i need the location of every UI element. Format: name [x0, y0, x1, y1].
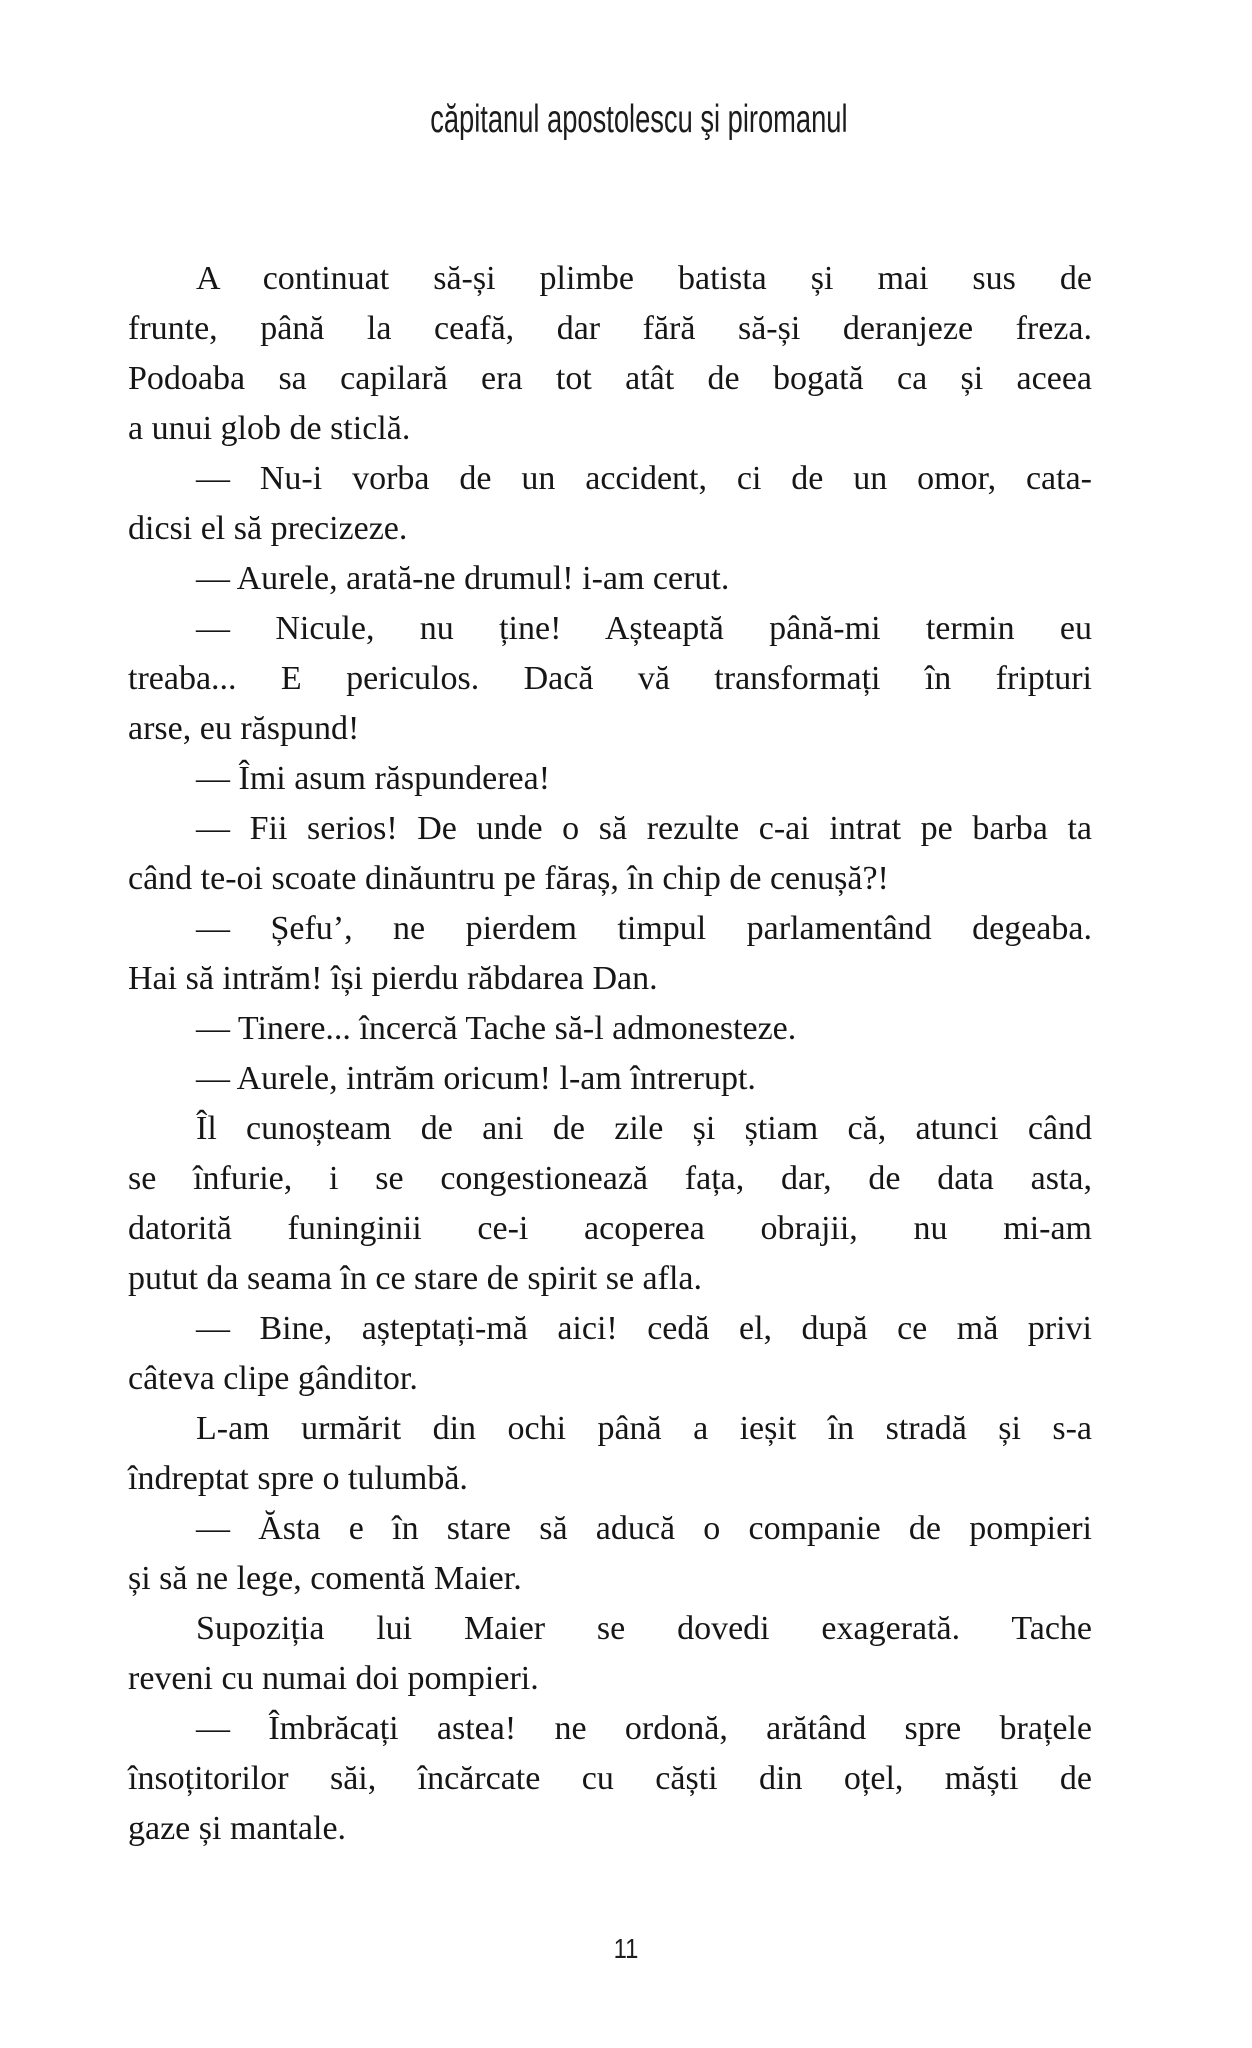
text-line: reveni cu numai doi pompieri.	[128, 1660, 539, 1697]
text-line: — Îmi asum răspunderea!	[196, 760, 551, 797]
text-line: datorită funinginii ce-i acoperea obrajii, nu mi-am	[128, 1210, 1092, 1247]
page-body	[128, 254, 1092, 1854]
text-line: — Fii serios! De unde o să rezulte c-ai intrat pe barba ta	[196, 810, 1092, 847]
paragraph	[128, 1704, 1092, 1854]
paragraph	[128, 1004, 1092, 1054]
text-line: — Bine, așteptați-mă aici! cedă el, după ce mă privi	[196, 1310, 1092, 1347]
text-line: — Aurele, intrăm oricum! l-am întrerupt.	[196, 1060, 756, 1097]
text-line: Hai să intrăm! își pierdu răbdarea Dan.	[128, 960, 658, 997]
paragraph	[128, 454, 1092, 554]
text-line: și să ne lege, comentă Maier.	[128, 1560, 522, 1597]
paragraph	[128, 1104, 1092, 1304]
text-line: Supoziția lui Maier se dovedi exagerată. Tache	[196, 1610, 1092, 1647]
text-line: a unui glob de sticlă.	[128, 410, 411, 447]
page-number: 11	[613, 1933, 639, 1964]
text-line: gaze și mantale.	[128, 1810, 347, 1847]
text-line: însoțitorilor săi, încărcate cu căști din oțel, măști de	[128, 1760, 1092, 1797]
paragraph	[128, 1404, 1092, 1504]
paragraph	[128, 1304, 1092, 1404]
paragraph	[128, 1604, 1092, 1704]
text-line: — Nicule, nu ține! Așteaptă până-mi termin eu	[196, 610, 1092, 647]
text-line: treaba... E periculos. Dacă vă transformați în fripturi	[128, 660, 1092, 697]
text-line: putut da seama în ce stare de spirit se afla.	[128, 1260, 702, 1297]
text-line: dicsi el să precizeze.	[128, 510, 408, 547]
text-line: A continuat să-și plimbe batista și mai sus de	[196, 260, 1092, 297]
text-line: L-am urmărit din ochi până a ieșit în stradă și s-a	[196, 1410, 1092, 1447]
text-line: — Șefu’, ne pierdem timpul parlamentând degeaba.	[196, 910, 1092, 947]
text-line: se înfurie, i se congestionează fața, dar, de data asta,	[128, 1160, 1092, 1197]
paragraph	[128, 254, 1092, 454]
paragraph	[128, 1504, 1092, 1604]
text-line: Podoaba sa capilară era tot atât de bogată ca și aceea	[128, 360, 1092, 397]
paragraph	[128, 904, 1092, 1004]
text-line: — Ăsta e în stare să aducă o companie de pompieri	[196, 1510, 1092, 1547]
text-line: — Tinere... încercă Tache să-l admonesteze.	[196, 1010, 797, 1047]
text-line: — Aurele, arată-ne drumul! i-am cerut.	[196, 560, 730, 597]
paragraph	[128, 1054, 1092, 1104]
text-line: frunte, până la ceafă, dar fără să-și deranjeze freza.	[128, 310, 1092, 347]
paragraph	[128, 754, 1092, 804]
text-line: câteva clipe gânditor.	[128, 1360, 418, 1397]
text-line: arse, eu răspund!	[128, 710, 360, 747]
paragraph	[128, 554, 1092, 604]
text-line: îndreptat spre o tulumbă.	[128, 1460, 468, 1497]
text-line: când te-oi scoate dinăuntru pe făraș, în chip de cenușă?!	[128, 860, 889, 897]
text-line: — Îmbrăcați astea! ne ordonă, arătând spre brațele	[196, 1710, 1092, 1747]
running-header: căpitanul apostolescu şi piromanul	[430, 98, 848, 141]
text-line: — Nu-i vorba de un accident, ci de un omor, cata-	[196, 460, 1092, 497]
text-line: Îl cunoșteam de ani de zile și știam că, atunci când	[196, 1110, 1092, 1147]
paragraph	[128, 804, 1092, 904]
paragraph	[128, 604, 1092, 754]
